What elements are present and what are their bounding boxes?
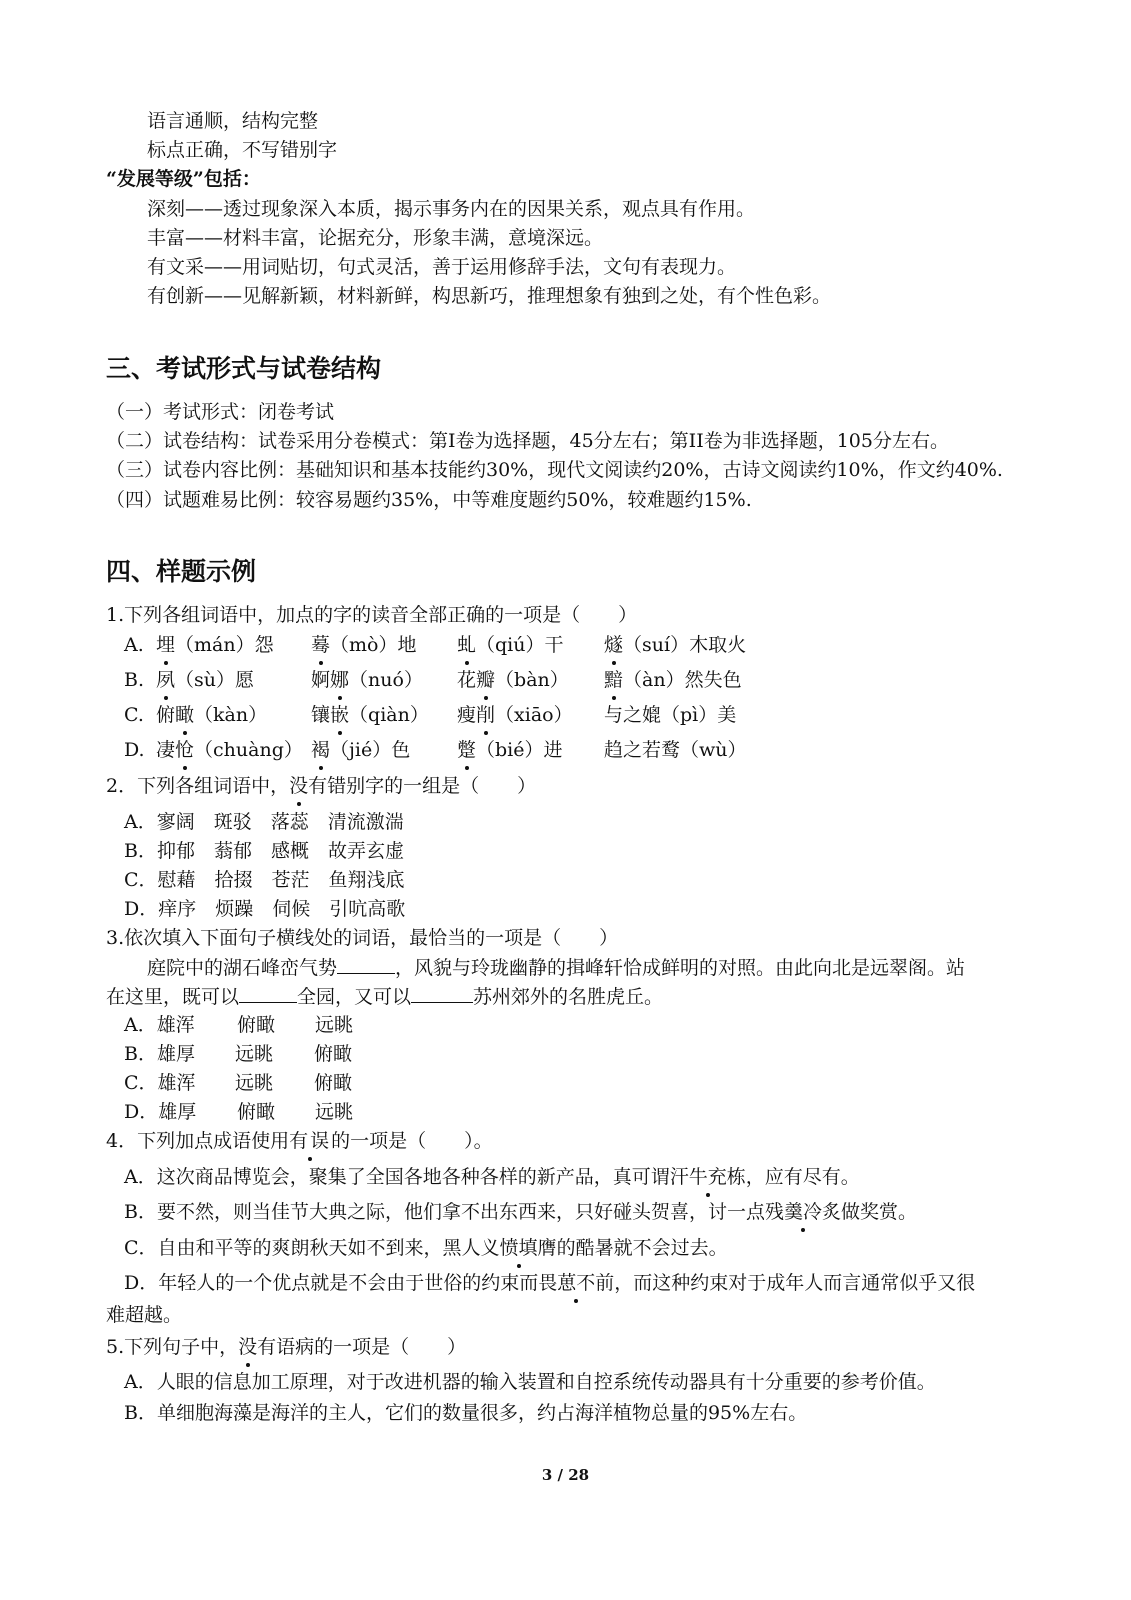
q2-stem [106, 773, 536, 799]
option-word: 婀 [311, 669, 331, 691]
dotted-char: 瞰 [175, 704, 195, 726]
q3-option-a [124, 1012, 354, 1038]
option-word: 花 [457, 669, 477, 691]
q2-option-a: A．寥阔 斑驳 落蕊 清流激湍 [124, 811, 404, 833]
dev-level-heading: “发展等级”包括： [106, 168, 261, 190]
option-text: A．这次商品博览会，聚集了全国各地各种各样的新产品，真可谓 [124, 1166, 670, 1188]
stem-part: 2．下列各组词语中， [106, 775, 290, 797]
q5-option-a: A．人眼的信息加工原理，对于改进机器的输入装置和自控系统传动器具有十分重要的参考价值。 [124, 1371, 936, 1393]
option-text: C．自由和平等的爽朗秋天如不到来，黑人 [124, 1237, 481, 1259]
option-letter: D. [124, 739, 145, 761]
option-word: （chuàng） [194, 739, 303, 761]
option-letter: A. [124, 634, 144, 656]
option-word: 镶 [311, 704, 331, 726]
option-word: 俯 [156, 704, 176, 726]
dotted-phrase: 残羹冷炙 [764, 1201, 841, 1223]
dotted-char: 燧 [604, 634, 624, 656]
option-text: 做奖赏。 [840, 1201, 917, 1223]
dotted-phrase: 义愤填膺 [480, 1237, 557, 1259]
fill-blank [411, 984, 473, 1003]
option-letter: C. [124, 704, 144, 726]
basic-item-1: 语言通顺，结构完整 [147, 110, 319, 132]
option-word: 俯瞰 [237, 1014, 276, 1036]
dotted-char: 嵌 [330, 704, 350, 726]
dotted-char: 削 [476, 704, 496, 726]
q1-stem: 1.下列各组词语中，加点的字的读音全部正确的一项是（ ） [106, 604, 638, 626]
option-word: （pì）美 [661, 704, 737, 726]
dotted-char: 有误 [289, 1130, 332, 1152]
q4-stem [106, 1128, 493, 1154]
dotted-char: 瓣 [476, 669, 496, 691]
option-word: C．雄浑 [124, 1072, 196, 1094]
option-word: 趋之若鹜 [604, 739, 681, 761]
q3-option-d [124, 1099, 354, 1125]
dev-item-2: 丰富——材料丰富，论据充分，形象丰满，意境深远。 [147, 227, 604, 249]
section3-item-1: （一）考试形式：闭卷考试 [106, 401, 335, 423]
section4-title: 四、样题示例 [106, 557, 257, 586]
option-word: 俯瞰 [314, 1043, 353, 1065]
option-word: B．雄厚 [124, 1043, 195, 1065]
dotted-char: 蓦 [311, 634, 331, 656]
option-word: 远眺 [235, 1043, 274, 1065]
q3-passage-line-1 [147, 955, 965, 981]
dotted-char: 黯 [604, 669, 624, 691]
dotted-char: 没 [238, 1336, 258, 1358]
option-word: （nuó） [349, 669, 423, 691]
option-word: 远眺 [315, 1101, 354, 1123]
dotted-char: 虬 [457, 634, 477, 656]
fill-blank [239, 984, 297, 1003]
option-word: 远眺 [315, 1014, 354, 1036]
dotted-char: 蹩 [457, 739, 477, 761]
option-word: D．雄厚 [124, 1101, 197, 1123]
passage-text: 全园，又可以 [297, 986, 412, 1008]
q5-stem [106, 1334, 466, 1360]
q3-passage-line-2 [106, 984, 663, 1010]
passage-text: 苏州郊外的名胜虎丘。 [473, 986, 664, 1008]
option-word: （mò）地 [330, 634, 417, 656]
dev-item-1: 深刻——透过现象深入本质，揭示事务内在的因果关系，观点具有作用。 [147, 198, 756, 220]
stem-part: 有错别字的一组是（ ） [308, 775, 537, 797]
option-word: （xiāo） [495, 704, 573, 726]
option-text: D．年轻人的一个优点就是不会由于世俗的约束而 [124, 1272, 539, 1294]
dev-item-3: 有文采——用词贴切，句式灵活，善于运用修辞手法，文句有表现力。 [147, 256, 737, 278]
dotted-char: 怆 [175, 739, 195, 761]
fill-blank [337, 955, 395, 974]
dev-item-4: 有创新——见解新颖，材料新鲜，构思新巧，推理想象有独到之处，有个性色彩。 [147, 285, 832, 307]
option-letter: B. [124, 669, 145, 691]
option-word: （àn）然失色 [623, 669, 742, 691]
section3-item-3: （三）试卷内容比例：基础知识和基本技能约30%，现代文阅读约20%，古诗文阅读约10%，作文约40%. [106, 459, 1003, 481]
option-text: ，应有尽有。 [745, 1166, 860, 1188]
option-word: 凄 [156, 739, 176, 761]
dotted-char: 娜 [330, 669, 350, 691]
option-text: B．要不然，则当佳节大典之际，他们拿不出东西来，只好碰头贺喜，讨一点 [124, 1201, 765, 1223]
dotted-phrase: 汗牛充栋 [669, 1166, 746, 1188]
option-word: （sù）愿 [175, 669, 255, 691]
dotted-char: 褐 [311, 739, 331, 761]
q1-option-b [124, 667, 742, 693]
q2-option-b: B．抑郁 蓊郁 感概 故弄玄虚 [124, 840, 404, 862]
q1-option-c [124, 702, 737, 728]
q4-option-d-continued: 难超越。 [106, 1304, 183, 1326]
q3-option-c [124, 1070, 353, 1096]
option-word: （wù） [680, 739, 747, 761]
q1-option-d [124, 737, 747, 763]
q4-option-c [124, 1235, 728, 1261]
dotted-phrase: 畏葸不前 [538, 1272, 615, 1294]
stem-part: 有语病的一项是（ ） [257, 1336, 467, 1358]
q3-stem: 3.依次填入下面句子横线处的词语，最恰当的一项是（ ） [106, 927, 619, 949]
dotted-char: 埋 [156, 634, 176, 656]
option-word: （kàn） [194, 704, 268, 726]
option-word: 与之媲 [604, 704, 662, 726]
option-text: ，而这种约束对于成年人而言通常似乎又很 [614, 1272, 976, 1294]
option-word: （qiú）干 [476, 634, 564, 656]
option-word: A．雄浑 [124, 1014, 195, 1036]
option-word: （bàn） [495, 669, 569, 691]
q2-option-d: D．痒序 烦躁 伺候 引吭高歌 [124, 898, 406, 920]
dotted-char: 夙 [156, 669, 176, 691]
option-word: （mán）怨 [175, 634, 274, 656]
stem-part: 5.下列句子中， [106, 1336, 239, 1358]
dotted-char: 没 [289, 775, 309, 797]
passage-text: 在这里，既可以 [106, 986, 240, 1008]
q2-option-c: C．慰藉 拾掇 苍茫 鱼翔浅底 [124, 869, 405, 891]
section3-item-4: （四）试题难易比例：较容易题约35%，中等难度题约50%，较难题约15%. [106, 489, 752, 511]
option-word: （jié）色 [330, 739, 411, 761]
option-word: 俯瞰 [314, 1072, 353, 1094]
stem-part: 的一项是（ ）。 [331, 1130, 493, 1152]
option-text: 的酷暑就不会过去。 [556, 1237, 728, 1259]
q4-option-d [124, 1270, 975, 1296]
page-number: 3 / 28 [541, 1466, 590, 1484]
section3-title: 三、考试形式与试卷结构 [106, 354, 382, 383]
basic-item-2: 标点正确，不写错别字 [147, 139, 338, 161]
q3-option-b [124, 1041, 353, 1067]
q4-option-b [124, 1199, 917, 1225]
option-word: （bié）进 [476, 739, 563, 761]
stem-part: 4．下列加点成语使用 [106, 1130, 290, 1152]
option-word: 俯瞰 [237, 1101, 276, 1123]
option-word: 瘦 [457, 704, 477, 726]
option-word: 远眺 [235, 1072, 274, 1094]
q4-option-a [124, 1164, 860, 1190]
q1-option-a [124, 632, 747, 658]
passage-text: 庭院中的湖石峰峦气势 [147, 957, 338, 979]
option-word: （suí）木取火 [623, 634, 747, 656]
passage-text: ，风貌与玲珑幽静的揖峰轩恰成鲜明的对照。由此向北是远翠阁。站 [395, 957, 966, 979]
option-word: （qiàn） [349, 704, 429, 726]
section3-item-2: （二）试卷结构：试卷采用分卷模式：第I卷为选择题，45分左右；第II卷为非选择题，105分左右。 [106, 430, 949, 452]
q5-option-b: B．单细胞海藻是海洋的主人，它们的数量很多，约占海洋植物总量的95%左右。 [124, 1402, 808, 1424]
